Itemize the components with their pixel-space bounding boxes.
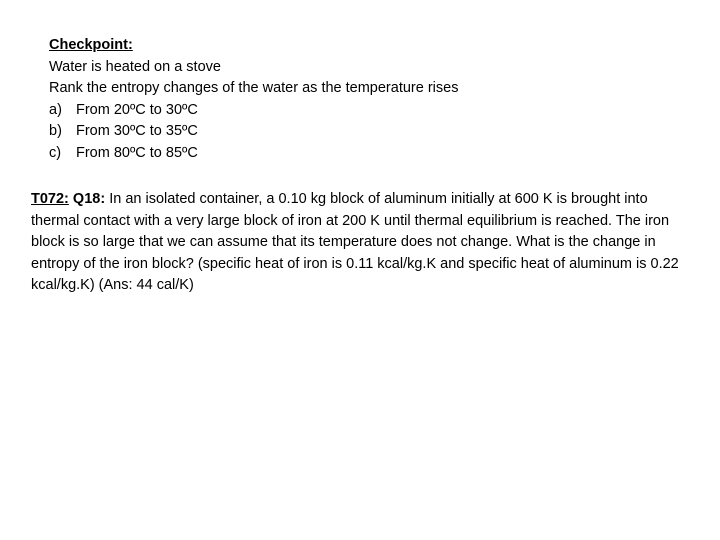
question-number: Q18: <box>72 191 106 207</box>
checkpoint-option-a <box>49 100 689 122</box>
option-text: From 30ºC to 35ºC <box>76 123 198 139</box>
question-text: In an isolated container, a 0.10 kg block of aluminum initially at 600 K is brought into thermal contact with a very large block of iron at 200 K until thermal equilibrium is reached. The iron block is so large that we can assume that its temperature does not change. What is the change in entropy of the iron block? (specific heat of iron is 0.11 kcal/kg.K and specific heat of aluminum is 0.22 kcal/kg.K) (Ans: 44 cal/K) <box>31 191 679 294</box>
checkpoint-options-list <box>49 100 689 165</box>
checkpoint-line-2: Rank the entropy changes of the water as the temperature rises <box>49 80 459 96</box>
checkpoint-title: Checkpoint: <box>49 37 133 53</box>
option-marker: a) <box>49 101 62 118</box>
option-marker: b) <box>49 123 62 139</box>
checkpoint-line-1: Water is heated on a stove <box>49 58 221 75</box>
option-text: From 80ºC to 85ºC <box>76 144 198 161</box>
option-marker: c) <box>49 144 62 161</box>
checkpoint-block <box>49 35 689 164</box>
question-block <box>31 189 691 297</box>
checkpoint-option-b <box>49 121 689 143</box>
checkpoint-option-c <box>49 143 689 165</box>
exam-code-label: T072: <box>31 191 69 207</box>
option-text: From 20ºC to 30ºC <box>76 101 198 118</box>
